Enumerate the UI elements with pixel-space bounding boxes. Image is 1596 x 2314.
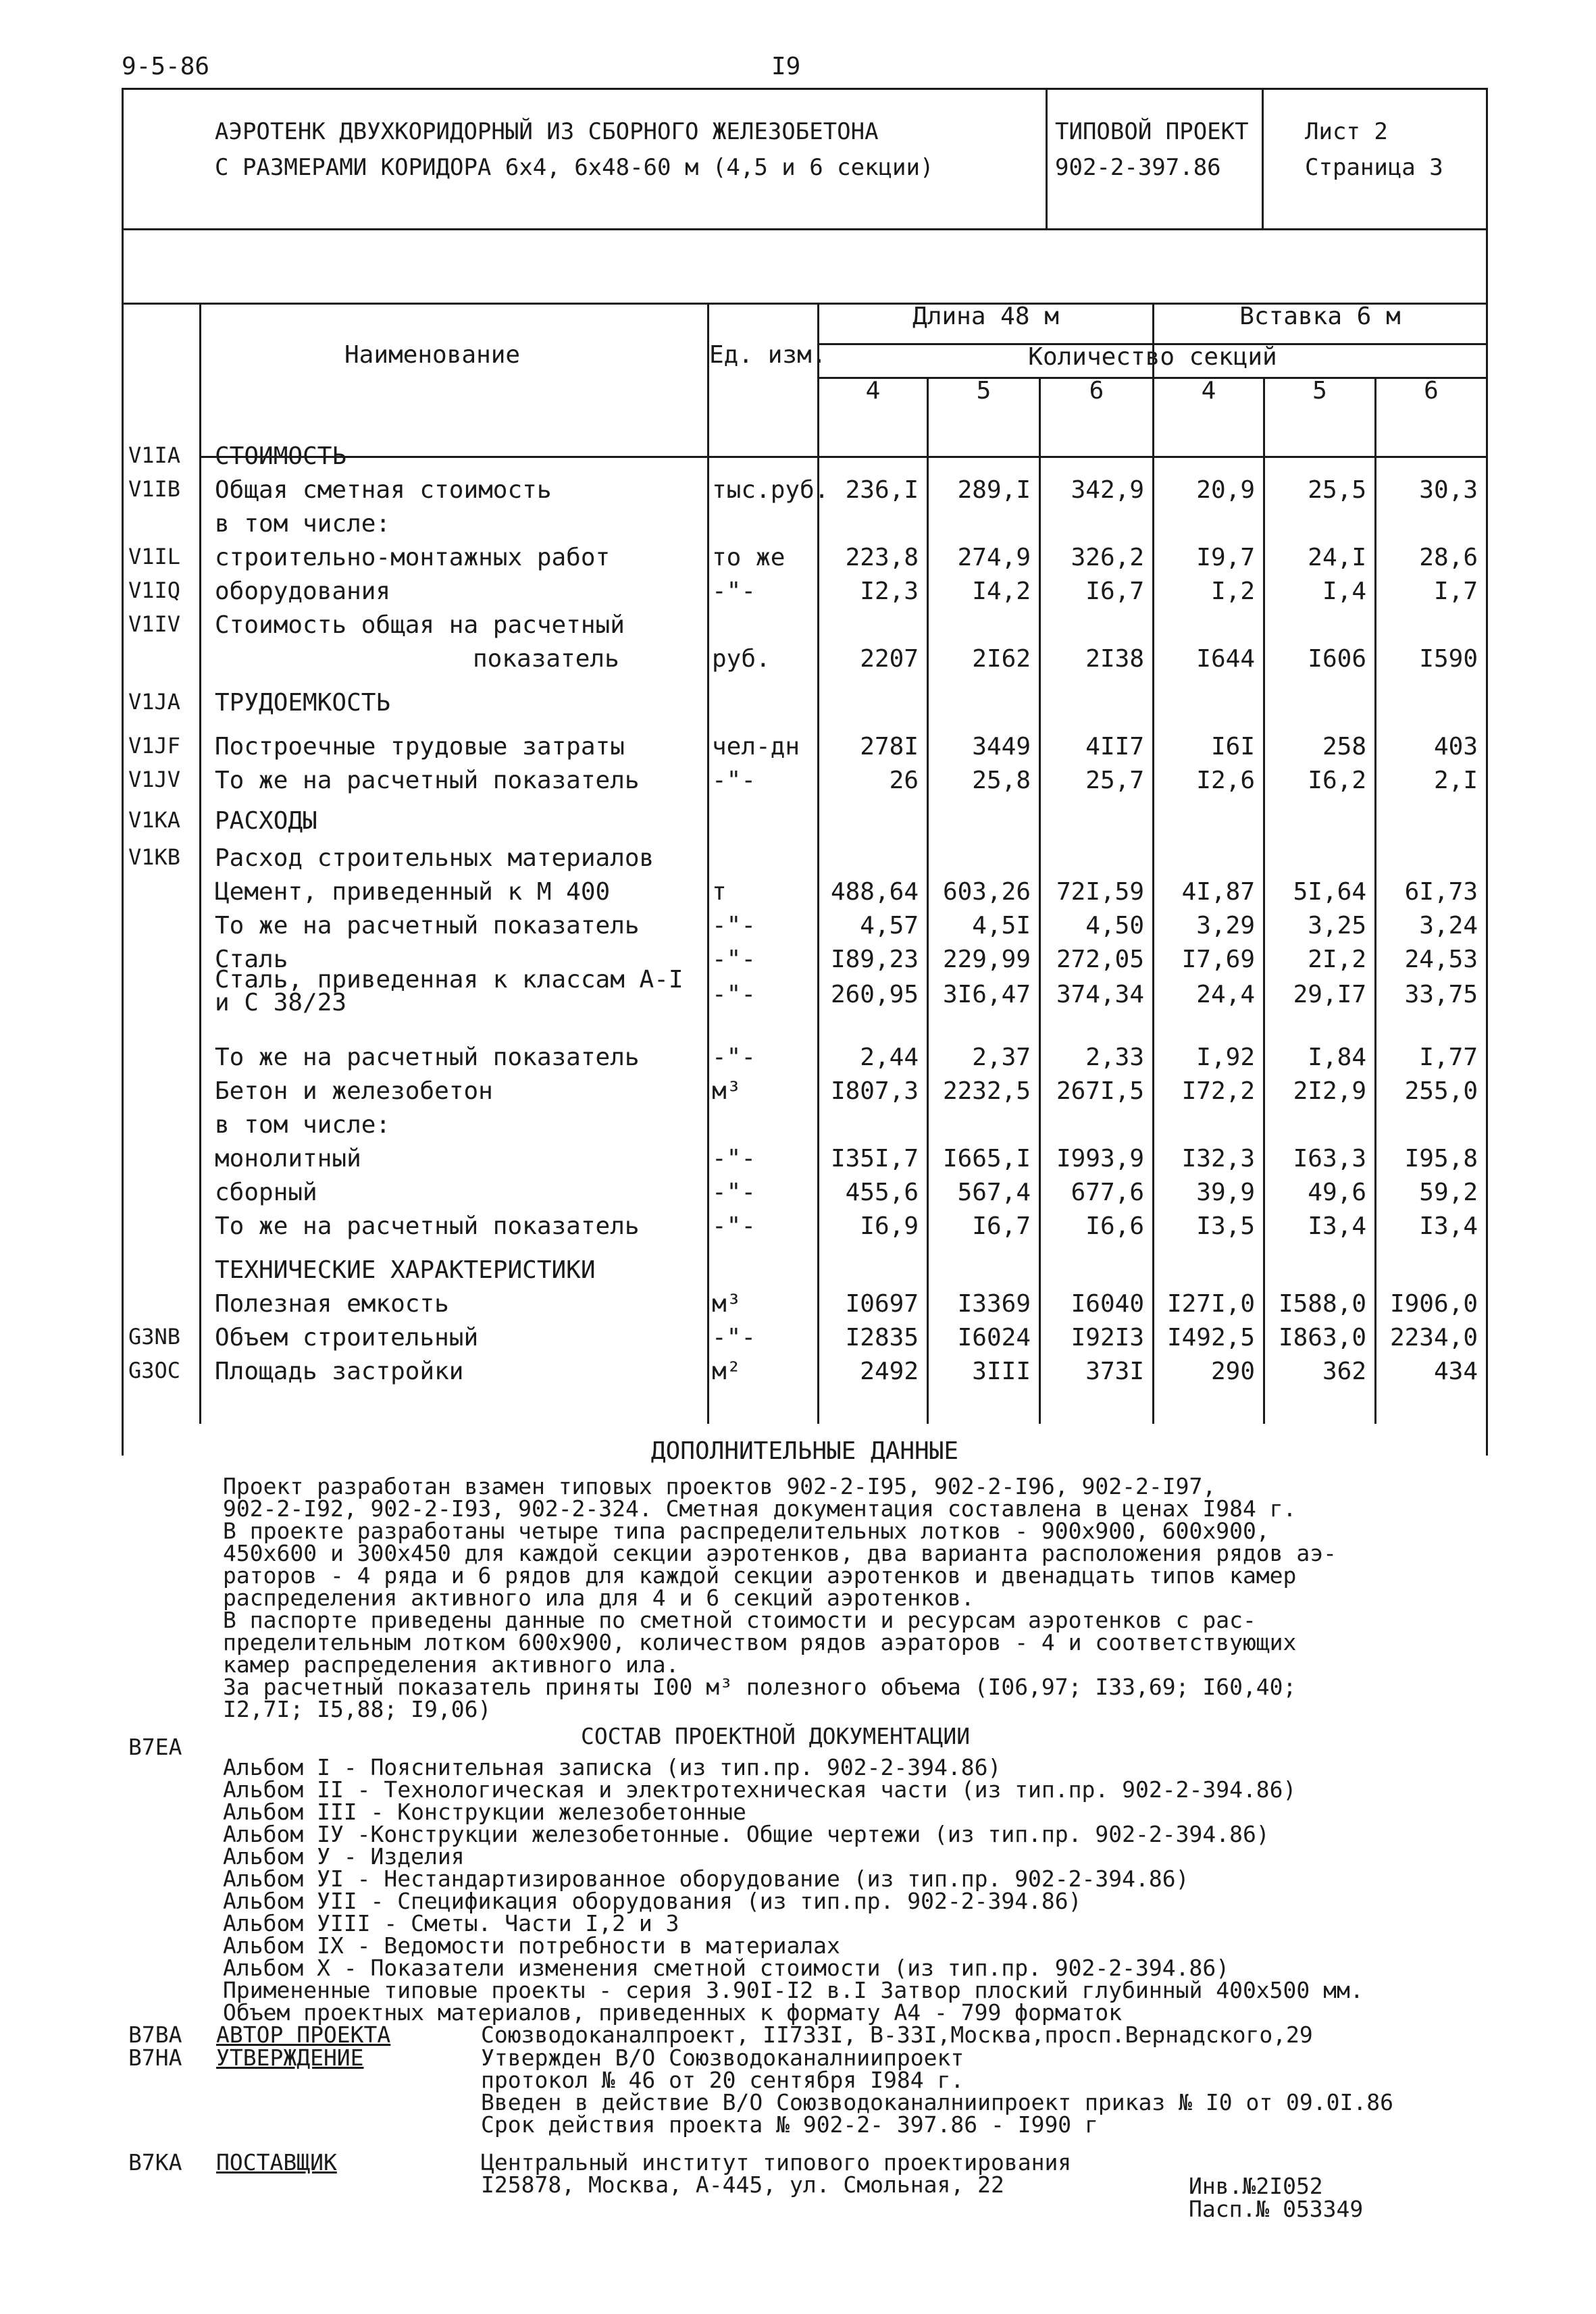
row-value: 267I,5 [1056,1077,1144,1105]
table-row [0,510,1596,544]
row-value: 326,2 [1071,544,1144,571]
table-row [0,1044,1596,1077]
row-value: I9,7 [1196,544,1255,571]
row-value: I590 [1419,645,1478,673]
row-name: Общая сметная стоимость [215,476,552,504]
row-value: 373I [1085,1358,1144,1385]
row-value: I6,6 [1085,1212,1144,1240]
row-code: V1JA [128,689,181,715]
row-value: I7,69 [1181,946,1255,973]
row-value: I606 [1308,645,1366,673]
row-value: I2,6 [1196,767,1255,794]
row-value: I6040 [1071,1290,1144,1318]
table-row [0,733,1596,767]
row-name: в том числе: [215,1111,391,1139]
section-number: 6 [1089,377,1104,405]
row-name: строительно-монтажных работ [215,544,611,571]
row-unit: -"- [712,981,756,1008]
row-value: I807,3 [830,1077,919,1105]
row-value: 2234,0 [1389,1324,1478,1352]
row-value: I3369 [957,1290,1031,1318]
row-unit: тыс.руб. [712,476,829,504]
inventory-number: Инв.№2I052 [1189,2173,1323,2199]
author-label: АВТОР ПРОЕКТА [216,2022,391,2048]
row-value: 223,8 [845,544,919,571]
page-label: Страница 3 [1305,154,1443,181]
table-row [0,966,1596,1017]
row-code: V1JF [128,733,181,759]
row-code: V1IB [128,476,181,502]
row-value: 2,33 [1085,1044,1144,1071]
row-value: 2I38 [1085,645,1144,673]
group-insert-header: Вставка 6 м [1239,303,1401,330]
row-value: I3,5 [1196,1212,1255,1240]
project-number: 902-2-397.86 [1055,154,1221,181]
text-line: I25878, Москва, А-445, ул. Смольная, 22 [481,2171,1004,2198]
row-value: I6,7 [972,1212,1031,1240]
row-name: Стоимость общая на расчетный [215,611,625,639]
album-item: Альбом УI - Нестандартизированное оборудование (из тип.пр. 902-2-394.86) [223,1866,1189,1892]
table-row [0,1111,1596,1145]
section-code: B7BA [128,2022,182,2048]
row-value: 272,05 [1056,946,1144,973]
table-row [0,1212,1596,1246]
table-row [0,807,1596,841]
row-value: 72I,59 [1056,878,1144,906]
table-row [0,645,1596,679]
row-name: Бетон и железобетон [215,1077,493,1105]
sheet-label: Лист 2 [1305,118,1388,145]
row-value: I6024 [957,1324,1031,1352]
row-value: 2I2,9 [1293,1077,1366,1105]
row-unit: -"- [712,1044,756,1071]
row-value: 258 [1322,733,1366,761]
row-unit: -"- [712,1324,756,1352]
row-value: I,77 [1419,1044,1478,1071]
row-value: I89,23 [830,946,919,973]
table-row [0,1358,1596,1391]
row-code: V1IL [128,544,181,569]
text-line: распределения активного ила для 4 и 6 секций аэротенков. [223,1585,975,1611]
table-row [0,611,1596,645]
row-value: 4,50 [1085,912,1144,940]
text-line: 902-2-I92, 902-2-I93, 902-2-324. Сметная документация составлена в ценах I984 г. [223,1495,1297,1522]
row-value: 434 [1433,1358,1478,1385]
row-value: 278I [860,733,919,761]
row-value: I27I,0 [1166,1290,1255,1318]
row-value: 255,0 [1404,1077,1478,1105]
text-line: В проекте разработаны четыре типа распределительных лотков - 900х900, 600х900, [223,1518,1270,1544]
row-value: 4I,87 [1181,878,1255,906]
row-code: V1KB [128,844,181,870]
row-value: I63,3 [1293,1145,1366,1173]
row-value: I,92 [1196,1044,1255,1071]
row-value: 4II7 [1085,733,1144,761]
row-value: 3449 [972,733,1031,761]
row-value: I644 [1196,645,1255,673]
text-line: Утвержден В/О Союзводоканалниипроект [481,2045,964,2071]
col-name-header: Наименование [344,341,521,369]
row-value: 25,5 [1308,476,1366,504]
album-list [223,1756,1506,2024]
row-value: I3,4 [1308,1212,1366,1240]
row-name: Сталь [215,946,288,973]
row-unit: м³ [712,1077,742,1105]
row-value: 2207 [860,645,919,673]
section-code: B7EA [128,1734,182,1760]
section-number: 5 [1312,377,1327,405]
table-row [0,577,1596,611]
row-value: 362 [1322,1358,1366,1385]
row-unit: -"- [712,946,756,973]
row-value: I863,0 [1278,1324,1366,1352]
document-code: 9-5-86 [122,53,210,80]
row-code: V1KA [128,807,181,833]
row-unit: -"- [712,1145,756,1173]
row-code: G3NB [128,1324,181,1349]
applied-projects: Примененные типовые проекты - серия 3.90I-I2 в.I Затвор плоский глубинный 400х500 мм. [223,1977,1364,2003]
table-row [0,1145,1596,1179]
row-code: V1JV [128,767,181,792]
row-value: I665,I [942,1145,1031,1173]
album-item: Альбом II - Технологическая и электротехническая части (из тип.пр. 902-2-394.86) [223,1776,1297,1803]
row-value: I588,0 [1278,1290,1366,1318]
row-name-continued: и С 38/23 [215,989,347,1017]
row-value: 26 [889,767,919,794]
row-unit: т [712,878,727,906]
additional-text [223,1475,1506,1720]
row-value: 59,2 [1419,1179,1478,1206]
row-value: I492,5 [1166,1324,1255,1352]
row-value: 24,53 [1404,946,1478,973]
row-unit: то же [712,544,786,571]
group-length-header: Длина 48 м [912,303,1059,330]
row-name: РАСХОДЫ [215,807,317,835]
row-name: в том числе: [215,510,391,538]
row-value: 30,3 [1419,476,1478,504]
row-value: 2,44 [860,1044,919,1071]
table-row [0,912,1596,946]
row-value: 455,6 [845,1179,919,1206]
row-value: I6,7 [1085,577,1144,605]
row-name: монолитный [215,1145,361,1173]
section-number: 4 [1201,377,1216,405]
text-line: Срок действия проекта № 902-2- 397.86 - I990 г [481,2111,1098,2138]
album-item: Альбом УIII - Сметы. Части I,2 и 3 [223,1910,679,1936]
row-name: То же на расчетный показатель [215,1212,640,1240]
row-value: 342,9 [1071,476,1144,504]
row-value: 24,I [1308,544,1366,571]
row-value: 25,8 [972,767,1031,794]
row-name: Расход строительных материалов [215,844,654,872]
project-title-line-1: АЭРОТЕНК ДВУХКОРИДОРНЫЙ ИЗ СБОРНОГО ЖЕЛЕЗОБЕТОНА [215,118,879,145]
table-row [0,767,1596,800]
text-line: 450х600 и 300х450 для каждой секции аэротенков, два варианта расположения рядов аэ- [223,1540,1337,1566]
text-line: Проект разработан взамен типовых проектов 902-2-I95, 902-2-I96, 902-2-I97, [223,1473,1216,1499]
row-value: 6I,73 [1404,878,1478,906]
text-line: раторов - 4 ряда и 6 рядов для каждой секции аэротенков и двенадцать типов камер [223,1562,1297,1589]
row-value: I35I,7 [830,1145,919,1173]
row-value: 567,4 [957,1179,1031,1206]
row-name: оборудования [215,577,391,605]
project-type-label: ТИПОВОЙ ПРОЕКТ [1055,118,1249,145]
page-number: I9 [771,53,801,80]
row-name: Полезная емкость [215,1290,449,1318]
row-value: 2I62 [972,645,1031,673]
row-value: 3III [972,1358,1031,1385]
text-line: камер распределения активного ила. [223,1651,679,1678]
row-unit: -"- [712,577,756,605]
row-value: 260,95 [830,981,919,1008]
table-row [0,1077,1596,1111]
row-name: То же на расчетный показатель [215,767,640,794]
row-value: I6,9 [860,1212,919,1240]
album-item: Альбом X - Показатели изменения сметной стоимости (из тип.пр. 902-2-394.86) [223,1955,1230,1981]
row-unit: -"- [712,767,756,794]
row-value: 2492 [860,1358,919,1385]
composition-heading: СОСТАВ ПРОЕКТНОЙ ДОКУМЕНТАЦИИ [581,1723,971,1749]
passport-number: Пасп.№ 053349 [1189,2196,1364,2222]
row-value: I3,4 [1419,1212,1478,1240]
row-value: 274,9 [957,544,1031,571]
row-unit: чел-дн [712,733,800,761]
table-row [0,844,1596,878]
text-line: Центральный институт типового проектирования [481,2149,1072,2176]
row-value: I92I3 [1071,1324,1144,1352]
row-value: 4,5I [972,912,1031,940]
album-item: Альбом IУ -Конструкции железобетонные. Общие чертежи (из тип.пр. 902-2-394.86) [223,1821,1270,1847]
row-value: 3,25 [1308,912,1366,940]
table-row [0,878,1596,912]
row-code: V1IA [128,442,181,468]
supplier-label: ПОСТАВЩИК [216,2149,337,2176]
row-value: 20,9 [1196,476,1255,504]
row-value: 39,9 [1196,1179,1255,1206]
row-name: То же на расчетный показатель [215,912,640,940]
row-value: 403 [1433,733,1478,761]
row-value: 236,I [845,476,919,504]
row-code: V1IV [128,611,181,637]
row-value: I6I [1210,733,1255,761]
text-line: За расчетный показатель приняты I00 м³ полезного объема (I06,97; I33,69; I60,40; [223,1674,1297,1700]
supplier-text [481,2149,1596,2199]
row-value: 33,75 [1404,981,1478,1008]
author-value: Союзводоканалпроект, II733I, В-33I,Москва,просп.Вернадского,29 [481,2022,1313,2048]
table-row [0,476,1596,510]
table-row [0,442,1596,476]
row-name: Площадь застройки [215,1358,464,1385]
row-value: I0697 [845,1290,919,1318]
row-name: Объем строительный [215,1324,479,1352]
row-value: 5I,64 [1293,878,1366,906]
row-value: 2232,5 [942,1077,1031,1105]
row-unit: м² [712,1358,742,1385]
row-value: 2I,2 [1308,946,1366,973]
row-value: I,7 [1433,577,1478,605]
section-code: B7HA [128,2045,182,2071]
row-value: 3I6,47 [942,981,1031,1008]
row-value: 4,57 [860,912,919,940]
row-value: I6,2 [1308,767,1366,794]
row-value: 229,99 [942,946,1031,973]
table-row [0,689,1596,723]
row-unit: -"- [712,1212,756,1240]
row-name: Построечные трудовые затраты [215,733,625,761]
row-value: 289,I [957,476,1031,504]
additional-heading: ДОПОЛНИТЕЛЬНЫЕ ДАННЫЕ [650,1437,959,1465]
row-value: 3,29 [1196,912,1255,940]
text-line: пределительным лотком 600х900, количеством рядов аэраторов - 4 и соответствующих [223,1629,1297,1655]
table-row [0,1179,1596,1212]
row-unit: руб. [712,645,771,673]
project-title-line-2: С РАЗМЕРАМИ КОРИДОРА 6х4, 6х48-60 м (4,5 и 6 секции) [215,154,934,181]
row-value: 29,I7 [1293,981,1366,1008]
text-line: Введен в действие В/О Союзводоканалниипроект приказ № I0 от 09.0I.86 [481,2089,1394,2115]
table-row [0,544,1596,577]
row-name: ТЕХНИЧЕСКИЕ ХАРАКТЕРИСТИКИ [215,1256,596,1284]
row-value: 2,37 [972,1044,1031,1071]
row-value: 24,4 [1196,981,1255,1008]
row-value: 488,64 [830,878,919,906]
approval-text [481,2047,1596,2136]
row-unit: -"- [712,1179,756,1206]
text-line: протокол № 46 от 20 сентября I984 г. [481,2067,964,2093]
row-value: 603,26 [942,878,1031,906]
row-value: I32,3 [1181,1145,1255,1173]
table-row [0,1290,1596,1324]
row-value: I,2 [1210,577,1255,605]
row-value: 374,34 [1056,981,1144,1008]
text-line: I2,7I; I5,88; I9,06) [223,1696,492,1722]
section-number: 4 [865,377,881,405]
row-name: СТОИМОСТЬ [215,442,347,470]
approval-label: УТВЕРЖДЕНИЕ [216,2045,364,2071]
album-item: Альбом У - Изделия [223,1843,465,1870]
row-unit: м³ [712,1290,742,1318]
table-row [0,1324,1596,1358]
row-value: I906,0 [1389,1290,1478,1318]
row-name: сборный [215,1179,317,1206]
section-number: 5 [976,377,992,405]
row-value: I95,8 [1404,1145,1478,1173]
row-value: I4,2 [972,577,1031,605]
row-name: ТРУДОЕМКОСТЬ [215,689,391,717]
section-number: 6 [1424,377,1439,405]
row-value: I2835 [845,1324,919,1352]
row-value: 28,6 [1419,544,1478,571]
row-name: То же на расчетный показатель [215,1044,640,1071]
row-name: Цемент, приведенный к М 400 [215,878,611,906]
album-item: Альбом УII - Спецификация оборудования (из тип.пр. 902-2-394.86) [223,1888,1082,1914]
row-value: 3,24 [1419,912,1478,940]
table-row [0,1256,1596,1290]
row-value: 25,7 [1085,767,1144,794]
row-value: I,84 [1308,1044,1366,1071]
row-value: 49,6 [1308,1179,1366,1206]
album-item: Альбом IX - Ведомости потребности в материалах [223,1932,840,1959]
row-unit: -"- [712,912,756,940]
section-code: B7KA [128,2149,182,2176]
sections-count-header: Количество секций [1028,343,1277,371]
row-name: Сталь, приведенная к классам А-I [215,966,684,994]
col-unit-header: Ед. изм. [709,341,827,369]
row-value: I,4 [1322,577,1366,605]
row-value: I993,9 [1056,1145,1144,1173]
row-code: V1IQ [128,577,181,603]
row-value: 290 [1210,1358,1255,1385]
row-value: 2,I [1433,767,1478,794]
row-value: 677,6 [1071,1179,1144,1206]
row-value: I2,3 [860,577,919,605]
row-code: G3OC [128,1358,181,1383]
documentation-volume: Объем проектных материалов, приведенных к формату А4 - 799 форматок [223,1999,1123,2026]
album-item: Альбом I - Пояснительная записка (из тип.пр. 902-2-394.86) [223,1754,1002,1780]
album-item: Альбом III - Конструкции железобетонные [223,1799,746,1825]
row-name: показатель [473,645,619,673]
row-value: I72,2 [1181,1077,1255,1105]
text-line: В паспорте приведены данные по сметной стоимости и ресурсам аэротенков с рас- [223,1607,1256,1633]
